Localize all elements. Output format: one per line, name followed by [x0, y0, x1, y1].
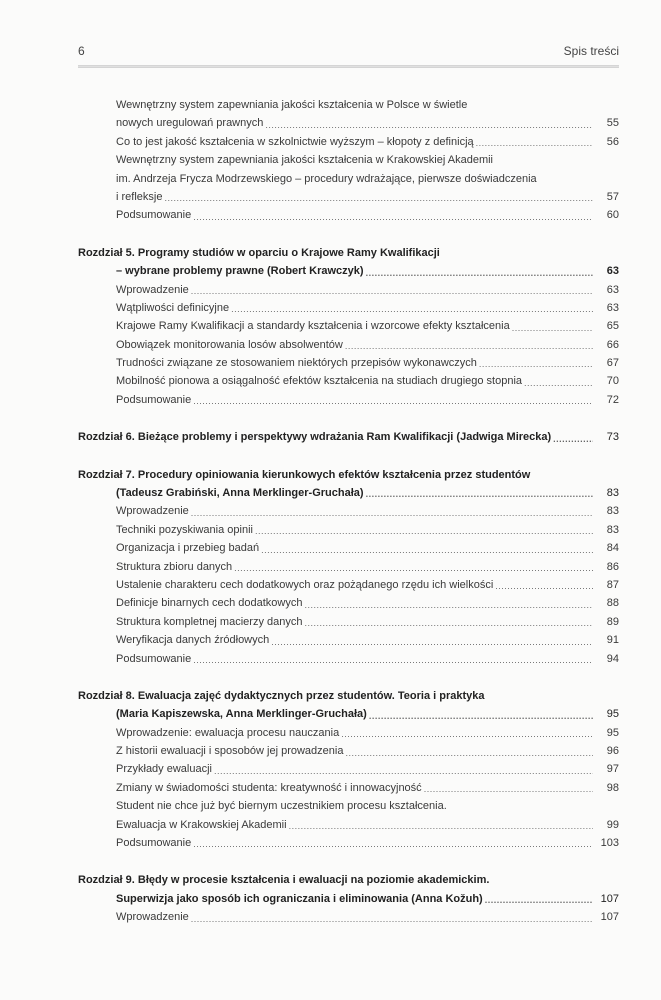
- toc-entry: [78, 372, 619, 390]
- leader-dots: [214, 764, 593, 779]
- entry-text: Podsumowanie: [116, 652, 192, 665]
- entry-text: Wprowadzenie: [116, 505, 189, 518]
- page-ref: 91: [606, 634, 619, 647]
- page-ref: 88: [606, 597, 619, 610]
- toc-entry: [78, 502, 619, 520]
- header-divider: [78, 65, 619, 68]
- leader-dots: [476, 136, 593, 151]
- toc-entry: [78, 761, 619, 779]
- entry-text: i refleksje: [116, 190, 163, 203]
- entry-text: Z historii ewaluacji i sposobów jej prowadzenia: [116, 745, 344, 758]
- page-ref: 103: [600, 837, 619, 850]
- toc-entry: [78, 558, 619, 576]
- toc-entry: [78, 206, 619, 224]
- leader-dots: [345, 339, 593, 354]
- chapter-9-title-cont: [78, 890, 619, 908]
- entry-text: Trudności związane ze stosowaniem niektórych przepisów wykonawczych: [116, 357, 477, 370]
- page-ref: 86: [606, 560, 619, 573]
- leader-dots: [231, 302, 593, 317]
- page-ref: 83: [606, 487, 619, 500]
- entry-text: Rozdział 6. Bieżące problemy i perspektywy wdrażania Ram Kwalifikacji (Jadwiga Mirecka): [78, 431, 552, 444]
- toc-entry: [78, 281, 619, 299]
- toc-entry: [78, 133, 619, 151]
- leader-dots: [304, 616, 593, 631]
- chapter-7-title-cont: [78, 484, 619, 502]
- running-title: Spis treści: [563, 44, 619, 58]
- toc-entry: [78, 521, 619, 539]
- toc-entry: [78, 354, 619, 372]
- entry-text: Definicje binarnych cech dodatkowych: [116, 597, 303, 610]
- toc-entry: [78, 151, 619, 169]
- chapter-6-title: [78, 428, 619, 446]
- leader-dots: [271, 635, 593, 650]
- leader-dots: [524, 376, 593, 391]
- toc-entry: [78, 188, 619, 206]
- entry-text: nowych uregulowań prawnych: [116, 117, 264, 130]
- page-ref: 66: [606, 338, 619, 351]
- entry-text: Podsumowanie: [116, 209, 192, 222]
- toc-entry: [78, 779, 619, 797]
- leader-dots: [553, 432, 593, 447]
- page-ref: 55: [606, 117, 619, 130]
- entry-text: Wprowadzenie: [116, 283, 189, 296]
- page-ref: 94: [606, 652, 619, 665]
- entry-text: im. Andrzeja Frycza Modrzewskiego – procedury wdrażające, pierwsze doświadczenia: [116, 172, 537, 185]
- chapter-7-title: [78, 466, 619, 484]
- leader-dots: [255, 524, 593, 539]
- entry-text: Wprowadzenie: ewaluacja procesu nauczania: [116, 726, 340, 739]
- entry-text: Superwizja jako sposób ich ograniczania i eliminowania (Anna Kožuh): [116, 892, 483, 905]
- toc-entry: [78, 539, 619, 557]
- leader-dots: [193, 394, 593, 409]
- chapter-8-title: [78, 687, 619, 705]
- toc-entry: [78, 797, 619, 815]
- page-ref: 56: [606, 135, 619, 148]
- leader-dots: [479, 357, 593, 372]
- page-ref: 60: [606, 209, 619, 222]
- toc-entry: [78, 594, 619, 612]
- toc-entry: [78, 576, 619, 594]
- entry-text: Wewnętrzny system zapewniania jakości kształcenia w Krakowskiej Akademii: [116, 154, 494, 167]
- toc-entry: [78, 391, 619, 409]
- toc-entry: [78, 299, 619, 317]
- entry-text: Techniki pozyskiwania opinii: [116, 523, 253, 536]
- entry-text: Wewnętrzny system zapewniania jakości kształcenia w Polsce w świetle: [116, 98, 468, 111]
- entry-text: Struktura kompletnej macierzy danych: [116, 615, 303, 628]
- leader-dots: [366, 487, 593, 502]
- chapter-8-title-cont: [78, 705, 619, 723]
- leader-dots: [341, 727, 593, 742]
- entry-text: (Maria Kapiszewska, Anna Merklinger-Gruchała): [116, 708, 367, 721]
- entry-text: Podsumowanie: [116, 837, 192, 850]
- entry-text: Rozdział 7. Procedury opiniowania kierunkowych efektów kształcenia przez studentów: [78, 468, 531, 481]
- entry-text: Krajowe Ramy Kwalifikacji a standardy kształcenia i wzorcowe efekty kształcenia: [116, 320, 510, 333]
- chapter-5-title: [78, 244, 619, 262]
- entry-text: Mobilność pionowa a osiągalność efektów kształcenia na studiach drugiego stopnia: [116, 375, 523, 388]
- page-ref: 84: [606, 542, 619, 555]
- entry-text: Wątpliwości definicyjne: [116, 301, 230, 314]
- leader-dots: [495, 579, 593, 594]
- toc-entry: [78, 114, 619, 132]
- toc-entry: [78, 336, 619, 354]
- table-of-contents: [78, 96, 619, 927]
- page-ref: 57: [606, 190, 619, 203]
- toc-entry: [78, 908, 619, 926]
- leader-dots: [512, 321, 593, 336]
- toc-entry: [78, 650, 619, 668]
- toc-entry: [78, 170, 619, 188]
- leader-dots: [234, 561, 593, 576]
- entry-text: Rozdział 9. Błędy w procesie kształcenia i ewaluacji na poziomie akademickim.: [78, 874, 490, 887]
- entry-text: Rozdział 5. Programy studiów w oparciu o Krajowe Ramy Kwalifikacji: [78, 246, 440, 259]
- entry-text: Ewaluacja w Krakowskiej Akademii: [116, 818, 287, 831]
- toc-entry: [78, 834, 619, 852]
- page-number: 6: [78, 44, 85, 58]
- entry-text: Zmiany w świadomości studenta: kreatywność i innowacyjność: [116, 781, 422, 794]
- entry-text: Obowiązek monitorowania losów absolwentów: [116, 338, 343, 351]
- leader-dots: [305, 598, 594, 613]
- toc-entry: [78, 317, 619, 335]
- toc-entry: [78, 724, 619, 742]
- page-ref: 96: [606, 745, 619, 758]
- page-ref: 83: [606, 505, 619, 518]
- entry-text: Co to jest jakość kształcenia w szkolnictwie wyższym – kłopoty z definicją: [116, 135, 474, 148]
- page-ref: 63: [606, 265, 619, 278]
- page-ref: 72: [606, 393, 619, 406]
- page-ref: 65: [606, 320, 619, 333]
- entry-text: (Tadeusz Grabiński, Anna Merklinger-Gruchała): [116, 487, 364, 500]
- entry-text: – wybrane problemy prawne (Robert Krawczyk): [116, 265, 364, 278]
- page-ref: 67: [606, 357, 619, 370]
- leader-dots: [193, 653, 593, 668]
- entry-text: Student nie chce już być biernym uczestnikiem procesu kształcenia.: [116, 800, 447, 813]
- page-header: [78, 44, 619, 60]
- page-ref: 97: [606, 763, 619, 776]
- entry-text: Rozdział 8. Ewaluacja zajęć dydaktycznych przez studentów. Teoria i praktyka: [78, 689, 485, 702]
- page-ref: 95: [606, 726, 619, 739]
- page-ref: 63: [606, 301, 619, 314]
- entry-text: Ustalenie charakteru cech dodatkowych oraz pożądanego rzędu ich wielkości: [116, 578, 494, 591]
- leader-dots: [369, 709, 593, 724]
- page-ref: 95: [606, 708, 619, 721]
- toc-entry: [78, 816, 619, 834]
- leader-dots: [289, 819, 593, 834]
- page-ref: 89: [606, 615, 619, 628]
- page-ref: 107: [600, 911, 619, 924]
- leader-dots: [193, 837, 593, 852]
- toc-entry: [78, 742, 619, 760]
- leader-dots: [424, 782, 593, 797]
- page-ref: 63: [606, 283, 619, 296]
- leader-dots: [485, 893, 593, 908]
- leader-dots: [193, 210, 593, 225]
- leader-dots: [261, 543, 593, 558]
- entry-text: Podsumowanie: [116, 393, 192, 406]
- leader-dots: [265, 118, 593, 133]
- leader-dots: [191, 506, 593, 521]
- leader-dots: [366, 266, 593, 281]
- page-ref: 73: [606, 431, 619, 444]
- page-ref: 98: [606, 781, 619, 794]
- leader-dots: [345, 746, 593, 761]
- page-ref: 83: [606, 523, 619, 536]
- entry-text: Wprowadzenie: [116, 911, 189, 924]
- page-ref: 87: [606, 578, 619, 591]
- entry-text: Organizacja i przebieg badań: [116, 542, 260, 555]
- entry-text: Weryfikacja danych źródłowych: [116, 634, 270, 647]
- page-ref: 99: [606, 818, 619, 831]
- toc-entry: [78, 613, 619, 631]
- chapter-9-title: [78, 871, 619, 889]
- leader-dots: [164, 191, 593, 206]
- page-ref: 107: [600, 892, 619, 905]
- entry-text: Struktura zbioru danych: [116, 560, 233, 573]
- toc-entry: [78, 631, 619, 649]
- chapter-5-title-cont: [78, 262, 619, 280]
- page-ref: 70: [606, 375, 619, 388]
- leader-dots: [191, 284, 593, 299]
- entry-text: Przykłady ewaluacji: [116, 763, 212, 776]
- toc-entry: [78, 96, 619, 114]
- leader-dots: [191, 912, 593, 927]
